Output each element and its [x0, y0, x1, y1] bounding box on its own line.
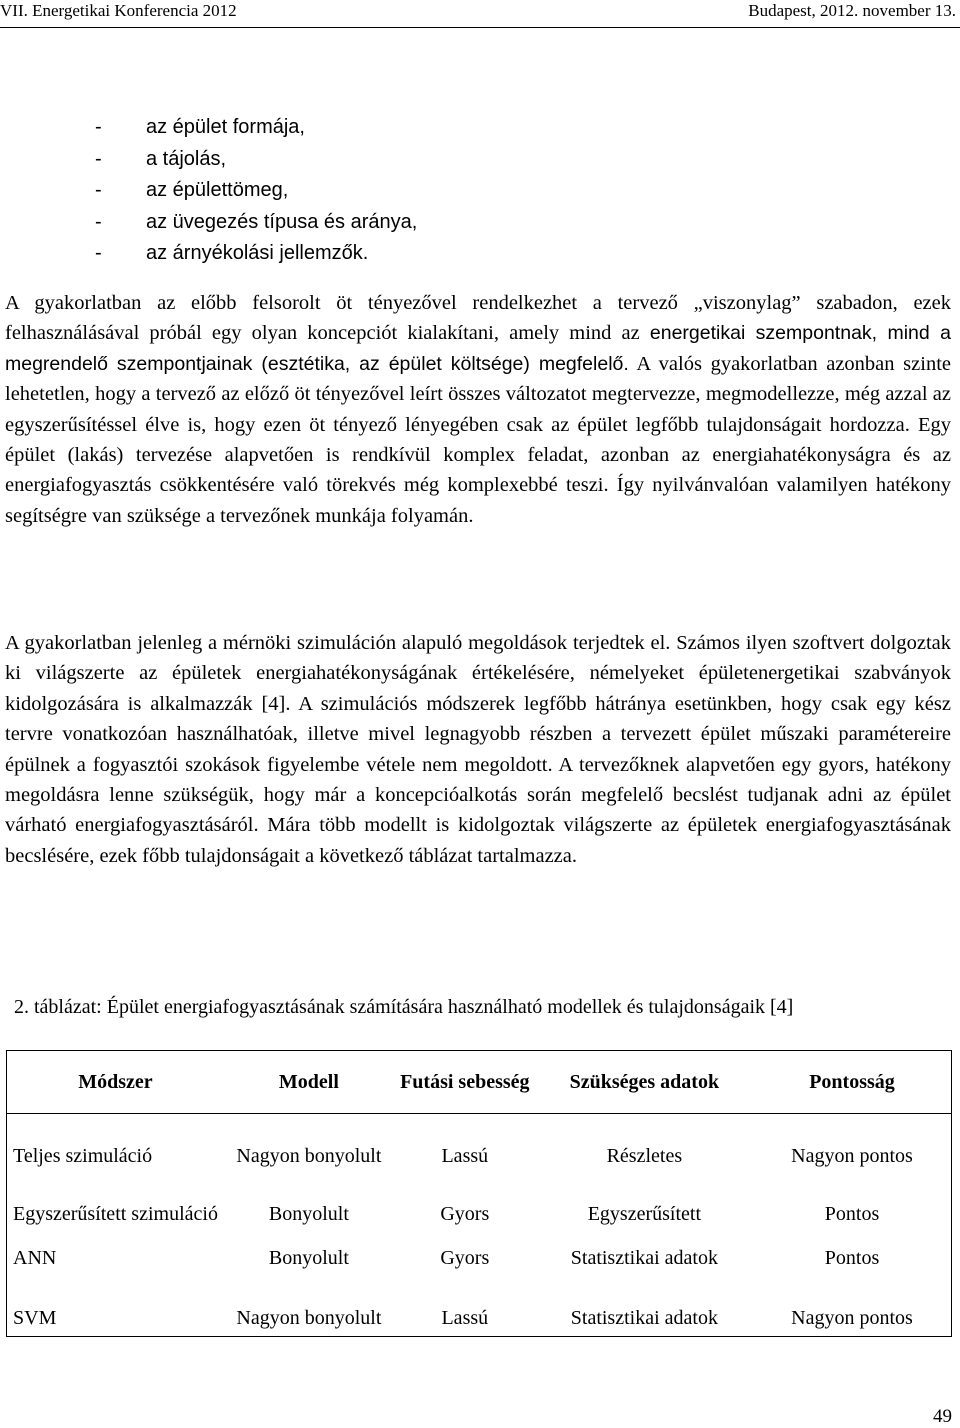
table-cell: Nagyon pontos — [791, 1145, 913, 1167]
table-header-row — [7, 1051, 952, 1114]
table-cell: Részletes — [606, 1145, 683, 1167]
table-cell: Pontos — [824, 1203, 880, 1225]
list-dash: - — [95, 242, 102, 264]
column-header: Pontosság — [753, 1051, 951, 1114]
table-cell: Egyszerűsített — [587, 1203, 702, 1225]
table-cell: Lassú — [441, 1307, 489, 1329]
column-header: Módszer — [7, 1051, 224, 1114]
list-item — [92, 207, 417, 239]
table-cell: Nagyon bonyolult — [236, 1307, 382, 1329]
factor-list — [92, 112, 417, 270]
models-table — [6, 1050, 952, 1337]
table-cell: Pontos — [824, 1247, 880, 1269]
table-cell: Teljes szimuláció — [13, 1145, 153, 1167]
header-divider — [0, 27, 960, 28]
column-header: Futási sebesség — [394, 1051, 536, 1114]
table-cell: Statisztikai adatok — [570, 1247, 718, 1269]
table-cell: Bonyolult — [268, 1247, 349, 1269]
paragraph-design-factors — [5, 288, 951, 531]
table-cell: Lassú — [441, 1145, 489, 1167]
table-cell: Bonyolult — [268, 1203, 349, 1225]
table-cell: Gyors — [440, 1203, 490, 1225]
paragraph-text: A valós gyakorlatban azonban szinte lehetetlen, hogy a tervező az előző öt tényezővel leírt összes változatot megtervezze, megmodellezze, még azzal az egyszerűsítéssel élve is, hogy ezen öt tényező lényegében csak az épület legfőbb tulajdonságait hordozza. Egy épület (lakás) tervezése alapvetően is rendkívül komplex feladat, azonban az energiahatékonyságra és az energiafogyasztás csökkentésére való törekvés még komplexebbé teszi. Így nyilvánvalóan valamilyen hatékony segítségre van szüksége a tervezőnek munkája folyamán. — [5, 352, 951, 527]
list-item-text: az üvegezés típusa és aránya, — [146, 210, 418, 233]
table-row — [7, 1274, 952, 1337]
table-cell: Statisztikai adatok — [570, 1307, 718, 1329]
table-row — [7, 1114, 952, 1173]
list-item-text: az árnyékolási jellemzők. — [146, 242, 369, 264]
paragraph-text-sans: energetikai szempontnak, mind a megrendelő szempontjainak (esztétika, az épület költsége) megfelelő. — [5, 322, 951, 375]
list-item-text: az épülettömeg, — [146, 179, 289, 201]
list-item — [92, 175, 417, 207]
conference-date: Budapest, 2012. november 13. — [748, 1, 956, 20]
paragraph-simulation-methods: A gyakorlatban jelenleg a mérnöki szimuláción alapuló megoldások terjedtek el. Számos ilyen szoftvert dolgoztak ki világszerte az épületek energiahatékonyságának értékelésére, némelyeket épületenergetikai szabványok kidolgozására is alkalmazzák [4]. A szimulációs módszerek legfőbb hátránya esetünkben, hogy csak egy kész tervre vonatkozóan használhatóak, illetve mivel legnagyobb részben a tervezett épület műszaki paramétereire épülnek a fogyasztói szokások figyelembe vétele nem megoldott. A tervezőknek alapvetően egy gyors, hatékony megoldásra lenne szükségük, hogy már a koncepcióalkotás során megfelelő becslést tudjanak adni az épület várható energiafogyasztásáról. Mára több modellt is kidolgoztak világszerte az épületek energiafogyasztásának becslésére, ezek főbb tulajdonságait a következő táblázat tartalmazza. — [5, 632, 951, 867]
paragraph-text: A gyakorlatban az előbb felsorolt öt tényezővel rendelkezhet a tervező „viszonylag” szabadon, ezek felhasználásával próbál egy olyan koncepciót kialakítani, amely mind az — [5, 292, 951, 345]
column-header: Modell — [224, 1051, 394, 1114]
table-cell: Nagyon bonyolult — [236, 1145, 382, 1167]
list-dash: - — [95, 179, 102, 201]
page-header — [0, 0, 960, 22]
list-item — [92, 112, 417, 144]
column-header: Szükséges adatok — [536, 1051, 753, 1114]
list-item-text: a tájolás, — [146, 147, 227, 170]
list-item — [92, 238, 417, 270]
table-cell: Nagyon pontos — [791, 1307, 913, 1329]
table-cell: Gyors — [440, 1247, 490, 1269]
conference-title: VII. Energetikai Konferencia 2012 — [0, 1, 237, 20]
page-number: 49 — [933, 1406, 952, 1427]
list-dash: - — [95, 116, 102, 138]
list-dash: - — [95, 147, 102, 170]
list-item-text: az épület formája, — [146, 116, 305, 138]
table-cell: SVM — [13, 1307, 57, 1329]
table-row — [7, 1230, 952, 1274]
list-dash: - — [95, 210, 102, 233]
table-caption: 2. táblázat: Épület energiafogyasztásának számítására használható modellek és tulajdonságaik [4] — [14, 996, 794, 1018]
table-cell: Egyszerűsített szimuláció — [13, 1203, 218, 1225]
table-cell: ANN — [13, 1247, 57, 1269]
table-row — [7, 1172, 952, 1230]
list-item — [92, 144, 417, 176]
